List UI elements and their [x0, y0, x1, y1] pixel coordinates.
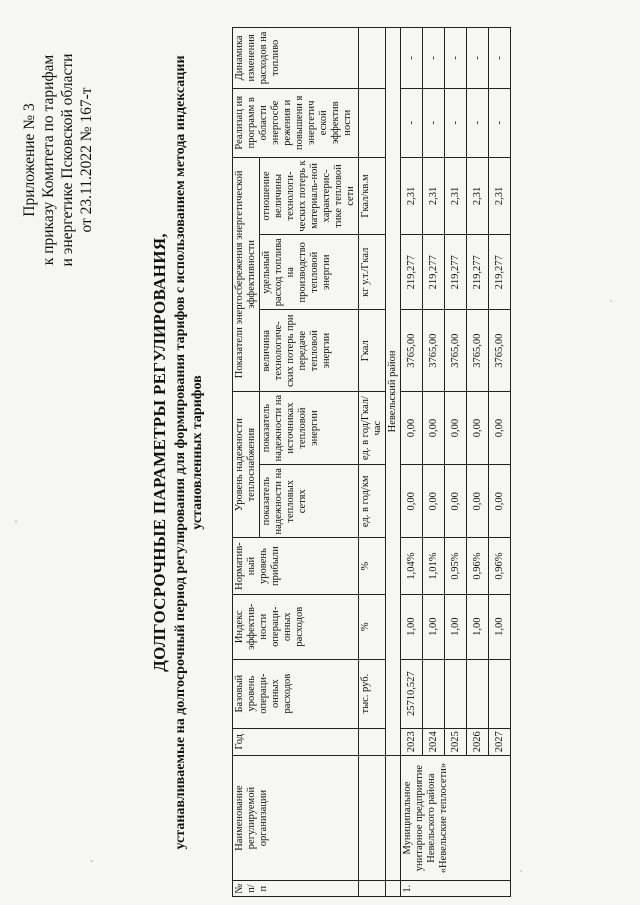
cell-programs: -: [423, 88, 445, 157]
header-dynamics: Динамика изменения расходов на топливо: [233, 28, 359, 89]
header-energy: Показатели энергосбережения энергетической эффективности: [233, 157, 260, 391]
table-row: [401, 28, 423, 897]
cell-year: 2025: [445, 728, 467, 755]
header-norm: Норматив-ный уровень прибыли: [233, 538, 359, 594]
cell-index: 1,00: [467, 594, 489, 659]
unit-norm: %: [359, 538, 386, 594]
district-name: Невельский район: [386, 28, 401, 756]
cell-rel-net: 0,00: [445, 465, 467, 538]
cell-dynamics: -: [401, 28, 423, 89]
cell-rel-src: 0,00: [401, 391, 423, 464]
header-row: [233, 28, 260, 897]
cell-year: 2023: [401, 728, 423, 755]
appendix-line: от 23.11.2022 № 167-т: [78, 87, 95, 233]
cell-loss: 3765,00: [489, 310, 511, 392]
org-name: Муниципальное унитарное предприятие Невельского района «Невельские теплосети»: [401, 755, 511, 880]
cell-dynamics: -: [467, 28, 489, 89]
appendix-block: [20, 15, 96, 305]
cell-fuel: 219,277: [445, 235, 467, 310]
header-loss: величина технологиче-ских потерь при передаче тепловой энергии: [260, 310, 359, 392]
cell-norm: 1,01%: [423, 538, 445, 594]
unit-rel-src: ед. в год/Гкал/ час: [359, 391, 386, 464]
cell-rel-net: 0,00: [489, 465, 511, 538]
header-ratio: отношение величины технологи-ческих потерь к материаль-ной характерис-тике тепловой сети: [260, 157, 359, 234]
cell-programs: -: [489, 88, 511, 157]
cell-loss: 3765,00: [467, 310, 489, 392]
cell-rel-net: 0,00: [467, 465, 489, 538]
cell-dynamics: -: [445, 28, 467, 89]
cell-ratio: 2,31: [467, 157, 489, 234]
cell-year: 2026: [467, 728, 489, 755]
header-year: Год: [233, 728, 359, 755]
cell-dynamics: -: [423, 28, 445, 89]
cell-loss: 3765,00: [401, 310, 423, 392]
cell-index: 1,00: [423, 594, 445, 659]
cell-ratio: 2,31: [489, 157, 511, 234]
unit-base: тыс. руб.: [359, 659, 386, 728]
cell-rel-net: 0,00: [423, 465, 445, 538]
cell-base: [445, 659, 467, 728]
cell-norm: 0,95%: [445, 538, 467, 594]
cell-rel-src: 0,00: [467, 391, 489, 464]
cell-base: [467, 659, 489, 728]
units-row: [359, 28, 386, 897]
unit-index: %: [359, 594, 386, 659]
appendix-line: и энергетике Псковской области: [59, 53, 76, 267]
cell-year: 2024: [423, 728, 445, 755]
header-reliability: Уровень надежности теплоснабжения: [233, 391, 260, 537]
cell-index: 1,00: [401, 594, 423, 659]
cell-fuel: 219,277: [423, 235, 445, 310]
cell-norm: 0,96%: [467, 538, 489, 594]
cell-rel-net: 0,00: [401, 465, 423, 538]
unit-loss: Гкал: [359, 310, 386, 392]
cell-fuel: 219,277: [467, 235, 489, 310]
cell-norm: 0,96%: [489, 538, 511, 594]
document-subtitle: устанавливаемые на долгосрочный период регулирования для формирования тарифов с использованием метода индексации установленных тарифов: [173, 55, 205, 850]
cell-index: 1,00: [489, 594, 511, 659]
header-programs: Реализац ия программ в области энергосбе режения и повышени я энергетич еской эффектив ности: [233, 88, 359, 157]
unit-ratio: Гкал/кв.м: [359, 157, 386, 234]
header-org: Наименование регулируемой организации: [233, 755, 359, 880]
district-row: [386, 28, 401, 897]
header-rel-net: показатель надежности на тепловых сетях: [260, 465, 359, 538]
cell-ratio: 2,31: [401, 157, 423, 234]
cell-base: 25710,527: [401, 659, 423, 728]
cell-programs: -: [401, 88, 423, 157]
header-fuel: удельный расход топлива на производство тепловой энергии: [260, 235, 359, 310]
document-title: ДОЛГОСРОЧНЫЕ ПАРАМЕТРЫ РЕГУЛИРОВАНИЯ,: [150, 233, 169, 672]
cell-loss: 3765,00: [423, 310, 445, 392]
cell-rel-src: 0,00: [423, 391, 445, 464]
cell-rel-src: 0,00: [445, 391, 467, 464]
cell-ratio: 2,31: [445, 157, 467, 234]
cell-dynamics: -: [489, 28, 511, 89]
header-index: Индекс эффектив-ности операци-онных расходов: [233, 594, 359, 659]
cell-base: [489, 659, 511, 728]
appendix-line: к приказу Комитета по тарифам: [40, 54, 57, 266]
appendix-line: Приложение № 3: [21, 103, 38, 217]
cell-fuel: 219,277: [489, 235, 511, 310]
cell-loss: 3765,00: [445, 310, 467, 392]
cell-year: 2027: [489, 728, 511, 755]
cell-norm: 1,04%: [401, 538, 423, 594]
cell-programs: -: [467, 88, 489, 157]
unit-rel-net: ед. в год/км: [359, 465, 386, 538]
org-number: 1.: [401, 881, 511, 897]
cell-programs: -: [445, 88, 467, 157]
unit-fuel: кг у.т./Гкал: [359, 235, 386, 310]
cell-index: 1,00: [445, 594, 467, 659]
header-rel-src: показатель надежности на источниках тепловой энергии: [260, 391, 359, 464]
header-num: № п/ п: [233, 881, 359, 897]
cell-rel-src: 0,00: [489, 391, 511, 464]
cell-fuel: 219,277: [401, 235, 423, 310]
parameters-table: [232, 27, 511, 897]
cell-base: [423, 659, 445, 728]
header-base: Базовый уровень операци-онных расходов: [233, 659, 359, 728]
cell-ratio: 2,31: [423, 157, 445, 234]
